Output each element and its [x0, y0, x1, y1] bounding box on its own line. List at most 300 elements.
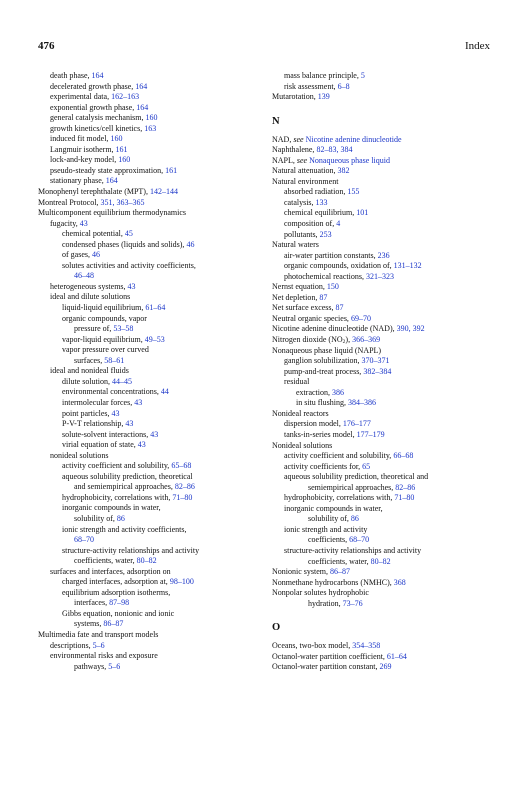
index-letter-n: N [272, 115, 280, 127]
page-reference-link[interactable]: 161 [115, 144, 128, 154]
page-reference-link[interactable]: 46 [186, 239, 195, 249]
entry-term: Gibbs equation, nonionic and ionic [62, 608, 175, 618]
cross-reference-link[interactable]: Nicotine adenine dinucleotide [305, 134, 402, 144]
entry-term: Multicomponent equilibrium thermodynamics [38, 208, 186, 218]
index-subentry [38, 398, 260, 409]
index-subentry [272, 377, 492, 388]
index-subentry [38, 619, 260, 630]
page-reference-link[interactable]: 6–8 [337, 81, 350, 91]
index-subentry [38, 103, 260, 114]
index-subentry [38, 134, 260, 145]
page-reference-link[interactable]: 43 [127, 281, 136, 291]
entry-term: Natural waters [272, 240, 319, 250]
entry-term: coefficients, water, [308, 556, 371, 566]
index-subentry [38, 577, 260, 588]
entry-term: in situ flushing, [296, 398, 349, 408]
index-entry [272, 240, 492, 251]
page-reference-link[interactable]: 49–53 [144, 334, 165, 344]
index-subentry [38, 92, 260, 103]
index-subentry [272, 272, 492, 283]
index-subentry [38, 387, 260, 398]
index-subentry [272, 398, 492, 409]
entry-term: lock-and-key model, [50, 155, 119, 165]
index-subentry [272, 219, 492, 230]
entry-term: growth kinetics/cell kinetics, [50, 123, 145, 133]
page-reference-link[interactable]: 386 [331, 387, 344, 397]
index-entry [272, 156, 492, 167]
entry-term: interfaces, [74, 598, 110, 608]
entry-subscript: 2 [342, 339, 346, 346]
cross-reference-link[interactable]: Nonaqueous phase liquid [309, 155, 390, 165]
entry-term: solutes activities and activity coefficients, [62, 260, 196, 270]
entry-term: and semiempirical approaches, [74, 482, 175, 492]
index-subentry [38, 503, 260, 514]
entry-term: equilibrium adsorption isotherms, [62, 587, 171, 597]
entry-term: activity coefficient and solubility, [284, 451, 394, 461]
page-reference-link[interactable]: 46–48 [74, 271, 94, 281]
index-entry [272, 92, 492, 103]
index-letter-o: O [272, 622, 281, 634]
page-reference-link[interactable]: 82–83, 384 [316, 145, 353, 155]
entry-term: chemical potential, [62, 229, 125, 239]
entry-term: heterogeneous systems, [50, 281, 128, 291]
entry-term: Neutral organic species, [272, 313, 351, 323]
page-reference-link[interactable]: 43 [111, 408, 120, 418]
page-reference-link[interactable]: 139 [317, 92, 330, 102]
index-subentry [38, 324, 260, 335]
page-reference-link[interactable]: 101 [356, 208, 369, 218]
index-subentry [38, 261, 260, 272]
entry-term: inorganic compounds in water, [284, 503, 383, 513]
index-subentry [38, 662, 260, 673]
page-reference-link[interactable]: 86–87 [330, 567, 350, 577]
page-reference-link[interactable]: 177–179 [356, 429, 385, 439]
page-reference-link[interactable]: 87 [319, 292, 328, 302]
entry-term: ionic strength and activity coefficients, [62, 524, 187, 534]
page-reference-link[interactable]: 68–70 [74, 535, 94, 545]
index-subentry [38, 472, 260, 483]
index-entry [38, 198, 260, 209]
entry-term: structure-activity relationships and activity [284, 545, 422, 555]
page-reference-link[interactable]: 80–82 [136, 556, 157, 566]
see-reference-label: see [293, 134, 306, 144]
page-reference-link[interactable]: 5–6 [92, 640, 105, 650]
entry-term: pseudo-steady state approximation, [50, 165, 166, 175]
page-reference-link[interactable]: 164 [136, 102, 149, 112]
entry-term: Net surface excess, [272, 303, 336, 313]
entry-term: fugacity, [50, 218, 80, 228]
index-subentry [38, 588, 260, 599]
index-subentry [38, 409, 260, 420]
entry-term: semiempirical approaches, [308, 482, 396, 492]
entry-term: ideal and nonideal fluids [50, 366, 129, 376]
index-subentry [38, 82, 260, 93]
entry-term: general catalysis mechanism, [50, 113, 146, 123]
index-subentry [38, 240, 260, 251]
index-subentry [38, 546, 260, 557]
entry-term: point particles, [62, 408, 112, 418]
page-reference-link[interactable]: 366–369 [352, 335, 381, 345]
index-entry [272, 346, 492, 357]
index-entry [38, 208, 260, 219]
page-reference-link[interactable]: 253 [319, 229, 332, 239]
index-subentry [272, 251, 492, 262]
entry-term: decelerated growth phase, [50, 81, 136, 91]
entry-term: Nicotine adenine dinucleotide (NAD), [272, 324, 397, 334]
entry-term: of gases, [62, 250, 92, 260]
index-subentry [38, 514, 260, 525]
entry-term: absorbed radiation, [284, 187, 348, 197]
page-reference-link[interactable]: 161 [165, 165, 178, 175]
entry-term: Naphthalene, [272, 145, 317, 155]
index-entry [272, 314, 492, 325]
page-reference-link[interactable]: 142–144 [149, 187, 178, 197]
page-reference-link[interactable]: 45 [124, 229, 133, 239]
index-entry [272, 662, 492, 673]
entry-term: Nernst equation, [272, 282, 327, 292]
index-subentry [272, 483, 492, 494]
entry-term: photochemical reactions, [284, 271, 366, 281]
entry-term: Nitrogen dioxide (NO [272, 335, 343, 345]
index-subentry [38, 493, 260, 504]
entry-term: solubility of, [308, 514, 351, 524]
entry-term: organic compounds, vapor [62, 313, 147, 323]
entry-term: organic compounds, oxidation of, [284, 261, 394, 271]
index-subentry [272, 535, 492, 546]
index-subentry [272, 71, 492, 82]
index-subentry [38, 335, 260, 346]
index-subentry [38, 609, 260, 620]
page-reference-link[interactable]: 43 [137, 440, 146, 450]
entry-term: activity coefficients for, [284, 461, 363, 471]
entry-term: pump-and-treat process, [284, 366, 364, 376]
page-reference-link[interactable]: 86 [116, 513, 125, 523]
index-subentry [272, 367, 492, 378]
entry-term: descriptions, [50, 640, 93, 650]
page-reference-link[interactable]: 43 [134, 397, 143, 407]
page-reference-link[interactable]: 351, 363–365 [100, 197, 145, 207]
page-reference-link[interactable]: 80–82 [370, 556, 391, 566]
entry-term: pressure of, [74, 324, 114, 334]
page-reference-link[interactable]: 43 [79, 218, 88, 228]
index-subentry [38, 598, 260, 609]
page-reference-link[interactable]: 44–45 [112, 376, 132, 386]
index-subentry [272, 419, 492, 430]
index-subentry [38, 535, 260, 546]
entry-term: coefficients, water, [74, 556, 137, 566]
entry-term: Nonmethane hydrocarbons (NMHC), [272, 577, 394, 587]
page-reference-link[interactable]: 61–64 [145, 303, 166, 313]
index-subentry [38, 641, 260, 652]
index-subentry [38, 451, 260, 462]
entry-term: Octanol-water partition coefficient, [272, 651, 387, 661]
index-subentry [38, 430, 260, 441]
index-subentry [272, 472, 492, 483]
index-subentry [38, 525, 260, 536]
entry-term: ganglion solubilization, [284, 356, 362, 366]
index-subentry [272, 208, 492, 219]
index-entry [38, 630, 260, 641]
entry-term: systems, [74, 619, 104, 629]
page-reference-link[interactable]: 82–86 [395, 482, 416, 492]
index-subentry [38, 482, 260, 493]
index-entry [272, 567, 492, 578]
entry-term: NAD, [272, 134, 294, 144]
index-subentry [38, 303, 260, 314]
entry-term: solubility of, [74, 513, 117, 523]
entry-term: experimental data, [50, 92, 112, 102]
entry-term: P-V-T relationship, [62, 419, 126, 429]
index-subentry [38, 219, 260, 230]
index-subentry [272, 462, 492, 473]
entry-term: vapor-liquid equilibrium, [62, 334, 145, 344]
page-reference-link[interactable]: 69–70 [350, 313, 371, 323]
page-reference-link[interactable]: 68–70 [349, 535, 370, 545]
entry-term: Nonionic system, [272, 567, 330, 577]
index-subentry [38, 440, 260, 451]
page-reference-link[interactable]: 155 [347, 187, 360, 197]
page-reference-link[interactable]: 43 [150, 429, 159, 439]
page-reference-link[interactable]: 5–6 [108, 661, 121, 671]
page-reference-link[interactable]: 354–358 [352, 641, 381, 651]
entry-term: virial equation of state, [62, 440, 138, 450]
page-reference-link[interactable]: 71–80 [394, 493, 415, 503]
index-subentry [38, 229, 260, 240]
entry-term: environmental risks and exposure [50, 651, 158, 661]
running-head: Index [464, 40, 490, 52]
page-reference-link[interactable]: 82–86 [174, 482, 195, 492]
index-entry [272, 641, 492, 652]
page-reference-link[interactable]: 164 [105, 176, 118, 186]
entry-term: aqueous solubility prediction, theoretical and [284, 472, 429, 482]
index-subentry [38, 567, 260, 578]
entry-term: catalysis, [284, 197, 316, 207]
entry-term: extraction, [296, 387, 332, 397]
index-subentry [272, 493, 492, 504]
page-reference-link[interactable]: 5 [360, 71, 365, 80]
index-entry [272, 335, 492, 346]
page-reference-link[interactable]: 164 [91, 71, 104, 80]
index-subentry [272, 187, 492, 198]
index-subentry [272, 504, 492, 515]
entry-term: solute-solvent interactions, [62, 429, 151, 439]
page-reference-link[interactable]: 133 [315, 197, 328, 207]
page-reference-link[interactable]: 163 [144, 123, 157, 133]
index-column-left [38, 71, 260, 672]
entry-term: Montreal Protocol, [38, 197, 101, 207]
page-reference-link[interactable]: 86–87 [103, 619, 124, 629]
index-subentry [272, 430, 492, 441]
entry-term: death phase, [50, 71, 92, 80]
index-subentry [38, 71, 260, 82]
entry-term: surfaces and interfaces, adsorption on [50, 566, 171, 576]
page-reference-link[interactable]: 384–386 [348, 398, 377, 408]
index-subentry [38, 292, 260, 303]
entry-term: intermolecular forces, [62, 397, 135, 407]
page-reference-link[interactable]: 71–80 [172, 492, 193, 502]
page-reference-link[interactable]: 321–323 [365, 271, 394, 281]
index-subentry [38, 176, 260, 187]
page-reference-link[interactable]: 66–68 [393, 451, 414, 461]
page-reference-link[interactable]: 65 [362, 461, 371, 471]
index-entry [272, 135, 492, 146]
page-reference-link[interactable]: 164 [135, 81, 148, 91]
index-subentry [38, 345, 260, 356]
entry-term: Multimedia fate and transport models [38, 629, 159, 639]
entry-term: pathways, [74, 661, 109, 671]
index-subentry [38, 155, 260, 166]
page-reference-link[interactable]: 150 [326, 282, 339, 292]
page-reference-link[interactable]: 53–58 [113, 324, 134, 334]
index-entry [272, 166, 492, 177]
page-reference-link[interactable]: 382–384 [363, 366, 392, 376]
entry-term: condensed phases (liquids and solids), [62, 239, 187, 249]
page-reference-link[interactable]: 46 [92, 250, 100, 260]
page-reference-link[interactable]: 160 [110, 134, 123, 144]
entry-term: Oceans, two-box model, [272, 641, 353, 651]
index-subentry [38, 145, 260, 156]
index-subentry [272, 451, 492, 462]
index-subentry [272, 82, 492, 93]
entry-term: charged interfaces, adsorption at, [62, 577, 170, 587]
entry-term: Net depletion, [272, 292, 320, 302]
entry-term: residual [284, 377, 310, 387]
index-entry [272, 324, 492, 335]
page-reference-link[interactable]: 160 [118, 155, 131, 165]
entry-term: stationary phase, [50, 176, 106, 186]
index-subentry [38, 314, 260, 325]
entry-term: dispersion model, [284, 419, 343, 429]
index-subentry [38, 271, 260, 282]
entry-term-continued: ), [345, 335, 353, 345]
index-subentry [272, 230, 492, 241]
index-column-right [272, 71, 492, 673]
index-subentry [272, 599, 492, 610]
page-reference-link[interactable]: 160 [145, 113, 158, 123]
index-subentry [38, 366, 260, 377]
index-subentry [38, 124, 260, 135]
index-subentry [38, 166, 260, 177]
index-entry [272, 409, 492, 420]
entry-term: chemical equilibrium, [284, 208, 357, 218]
entry-term: composition of, [284, 219, 337, 229]
page-number: 476 [38, 40, 55, 52]
entry-term: mass balance principle, [284, 71, 361, 80]
page-reference-link[interactable]: 176–177 [342, 419, 371, 429]
page-reference-link[interactable]: 65–68 [171, 461, 192, 471]
page-reference-link[interactable]: 382 [337, 166, 350, 176]
index-subentry [38, 651, 260, 662]
entry-term: structure-activity relationships and activity [62, 545, 200, 555]
index-subentry [272, 546, 492, 557]
see-reference-label: see [296, 155, 310, 165]
index-subentry [38, 419, 260, 430]
entry-term: pollutants, [284, 229, 320, 239]
index-subentry [38, 377, 260, 388]
page-reference-link[interactable]: 390, 392 [396, 324, 425, 334]
index-entry [272, 177, 492, 188]
entry-term: NAPL, [272, 155, 297, 165]
entry-term: Monophenyl terephthalate (MPT), [38, 187, 150, 197]
page-reference-link[interactable]: 162–163 [111, 92, 140, 102]
page-reference-link[interactable]: 131–132 [393, 261, 422, 271]
entry-term: risk assessment, [284, 81, 338, 91]
index-entry [272, 578, 492, 589]
index-entry [38, 187, 260, 198]
index-subentry [38, 250, 260, 261]
entry-term: activity coefficient and solubility, [62, 461, 172, 471]
entry-term: dilute solution, [62, 376, 112, 386]
page-reference-link[interactable]: 44 [160, 387, 169, 397]
page-reference-link[interactable]: 87 [335, 303, 344, 313]
page-reference-link[interactable]: 370–371 [361, 356, 390, 366]
page-reference-link[interactable]: 269 [379, 662, 392, 672]
index-subentry [38, 556, 260, 567]
index-entry [272, 588, 492, 599]
page-reference-link[interactable]: 4 [336, 219, 341, 229]
entry-term: environmental concentrations, [62, 387, 161, 397]
index-subentry [38, 356, 260, 367]
index-subentry [272, 356, 492, 367]
page-reference-link[interactable]: 58–61 [104, 355, 125, 365]
index-section-o [272, 641, 492, 673]
page-header [38, 40, 490, 56]
entry-term: surfaces, [74, 355, 105, 365]
page-reference-link[interactable]: 98–100 [169, 577, 194, 587]
index-subentry [272, 514, 492, 525]
page-reference-link[interactable]: 87–98 [109, 598, 130, 608]
entry-term: air-water partition constants, [284, 250, 378, 260]
entry-term: Nonaqueous phase liquid (NAPL) [272, 345, 382, 355]
entry-term: vapor pressure over curved [62, 345, 149, 355]
entry-term: Nonideal reactors [272, 408, 329, 418]
entry-term: Nonideal solutions [272, 440, 333, 450]
entry-term: Langmuir isotherm, [50, 144, 116, 154]
index-entry [272, 652, 492, 663]
page-reference-link[interactable]: 43 [125, 419, 134, 429]
entry-term: Nonpolar solutes hydrophobic [272, 588, 369, 598]
index-section-n [272, 135, 492, 610]
entry-term: ideal and dilute solutions [50, 292, 131, 302]
index-entry [272, 145, 492, 156]
page-reference-link[interactable]: 236 [377, 250, 390, 260]
entry-term: Octanol-water partition constant, [272, 662, 380, 672]
index-subentry [272, 557, 492, 568]
index-subentry [272, 261, 492, 272]
index-entry [272, 282, 492, 293]
index-subentry [272, 198, 492, 209]
index-subentry [272, 525, 492, 536]
entry-term: liquid-liquid equilibrium, [62, 303, 146, 313]
page-reference-link[interactable]: 368 [393, 577, 406, 587]
entry-term: aqueous solubility prediction, theoretical [62, 471, 193, 481]
index-entry [272, 293, 492, 304]
index-subentry [38, 113, 260, 124]
index-subentry [38, 282, 260, 293]
entry-term: Mutarotation, [272, 92, 318, 102]
entry-term: Natural environment [272, 176, 339, 186]
index-entry [272, 441, 492, 452]
page-reference-link[interactable]: 61–64 [386, 651, 407, 661]
index-subentry [272, 388, 492, 399]
entry-term: Natural attenuation, [272, 166, 338, 176]
entry-term: exponential growth phase, [50, 102, 137, 112]
index-section-m-continued [272, 71, 492, 103]
entry-term: inorganic compounds in water, [62, 503, 161, 513]
page-reference-link[interactable]: 73–76 [342, 598, 363, 608]
entry-term: hydrophobicity, correlations with, [62, 492, 173, 502]
page-reference-link[interactable]: 86 [350, 514, 359, 524]
